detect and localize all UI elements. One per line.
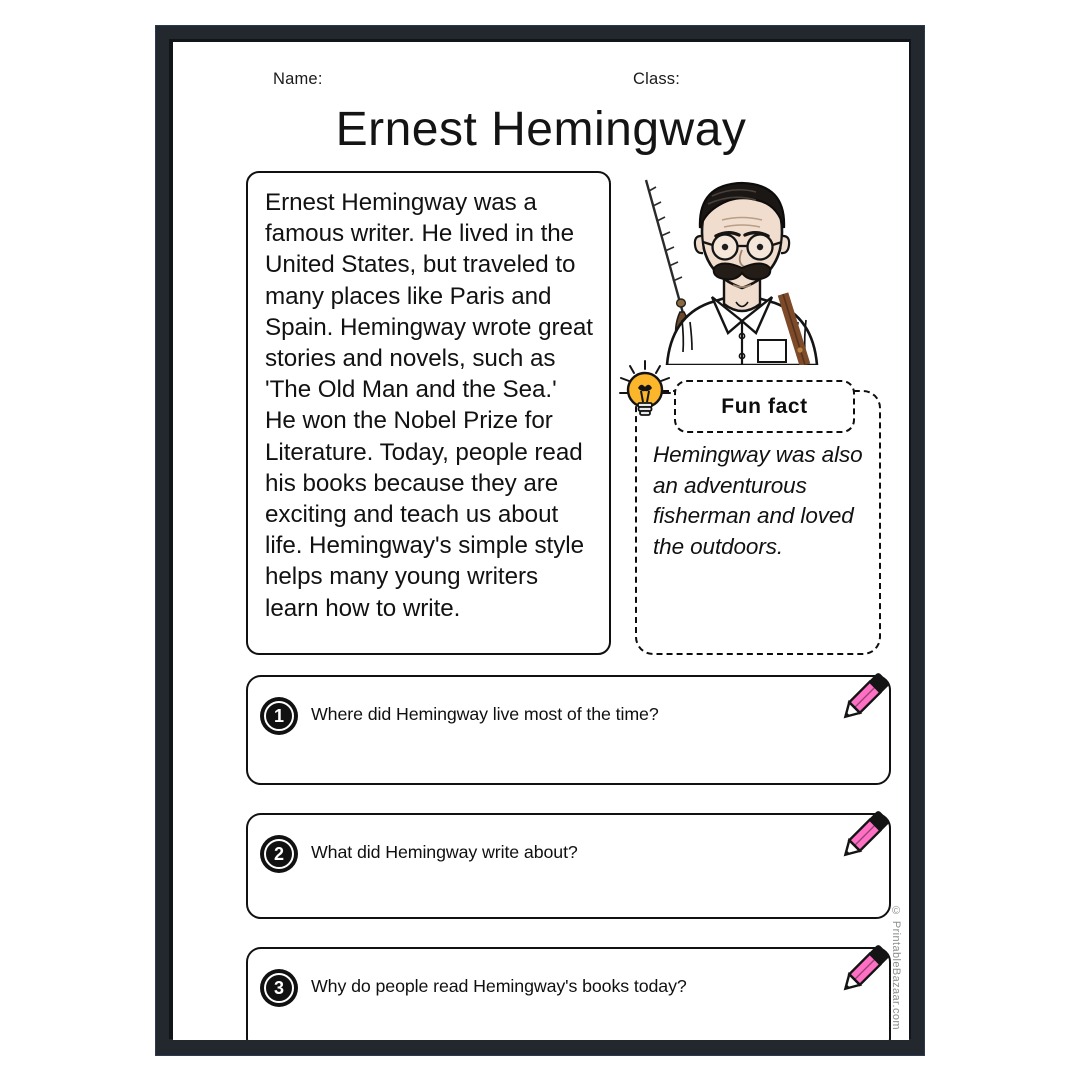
question-box-3[interactable] [246, 947, 891, 1040]
question-number-badge-3 [260, 969, 298, 1007]
question-text-1: Where did Hemingway live most of the time? [311, 704, 659, 724]
pencil-icon [831, 667, 893, 729]
name-label: Name: [273, 70, 323, 88]
question-text-2: What did Hemingway write about? [311, 842, 578, 862]
poster-frame [155, 25, 925, 1056]
lightbulb-icon [616, 358, 674, 420]
question-number-badge-1 [260, 697, 298, 735]
passage-box [246, 171, 611, 655]
question-badge-ring [264, 839, 294, 869]
question-box-1[interactable] [246, 675, 891, 785]
copyright-watermark: © PrintableBazaar.com [890, 905, 902, 1030]
question-badge-ring [264, 973, 294, 1003]
question-number-2: 2 [273, 844, 284, 864]
question-box-2[interactable] [246, 813, 891, 919]
fun-fact-title-box [674, 380, 855, 433]
pencil-icon [831, 805, 893, 867]
question-number-1: 1 [273, 706, 284, 726]
question-text-3: Why do people read Hemingway's books today? [311, 976, 687, 996]
fun-fact-text: Hemingway was also an adventurous fisherman and loved the outdoors. [653, 442, 863, 559]
pencil-icon [831, 939, 893, 1001]
question-number-badge-2 [260, 835, 298, 873]
question-badge-ring [264, 701, 294, 731]
fun-fact-callout [616, 358, 881, 655]
passage-text: Ernest Hemingway was a famous writer. He lived in the United States, but traveled to many places like Paris and Spain. Hemingway wrote great stories and novels, such as 'The Old Man and the Sea.' He won the Nobel Prize for Literature. Today, people read his books because they are exciting and teach us about life. Hemingway's simple style helps many young writers learn how to write. [265, 189, 593, 622]
worksheet-paper [173, 42, 909, 1040]
class-label: Class: [633, 70, 681, 88]
question-number-3: 3 [273, 978, 284, 998]
hemingway-portrait-illustration [620, 170, 870, 365]
page-title: Ernest Hemingway [335, 103, 747, 156]
fun-fact-title: Fun fact [721, 394, 808, 418]
student-meta-row [173, 70, 909, 94]
